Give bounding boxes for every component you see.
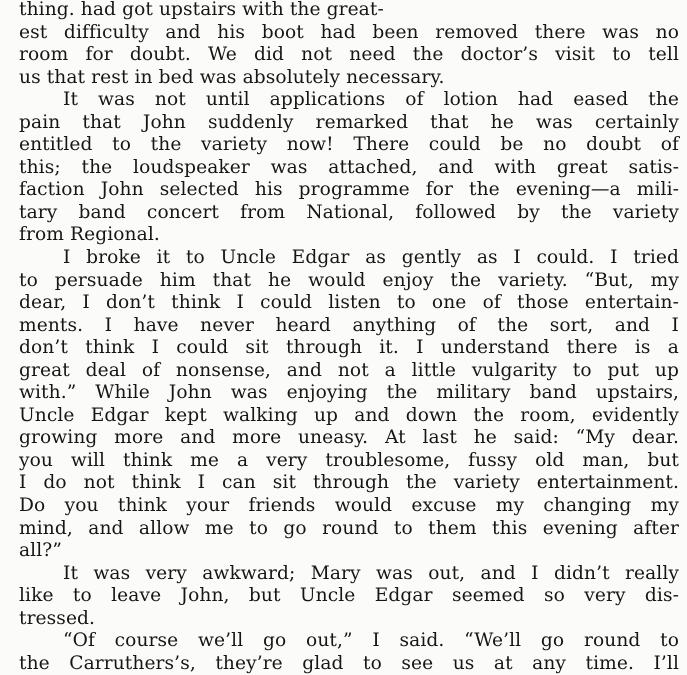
text-line: tressed. [19,607,96,629]
text-line: great deal of nonsense, and not a little vulgarity to put up [19,359,679,381]
text-line: from Regional. [19,224,160,246]
text-line: mind, and allow me to go round to them this evening after [19,517,679,539]
text-line: to persuade him that he would enjoy the variety. “But, my [19,269,679,291]
text-line: It was very awkward; Mary was out, and I didn’t really [63,562,679,584]
text-line: It was not until applications of lotion had eased the [63,89,679,111]
text-line: dear, I don’t think I could listen to one of those entertain- [19,292,679,314]
text-line: I broke it to Uncle Edgar as gently as I could. I tried [63,247,679,269]
text-line: all?” [19,540,62,562]
text-line: ments. I have never heard anything of the sort, and I [19,314,679,336]
text-line: Do you think your friends would excuse my changing my [19,495,679,517]
text-line: you will think me a very troublesome, fussy old man, but [19,449,679,471]
text-line: faction John selected his programme for the evening—a mili- [19,179,679,201]
text-column [19,0,679,675]
text-line: thing. had got upstairs with the great- [19,0,384,20]
text-line: with.” While John was enjoying the military band upstairs, [19,382,679,404]
text-line: room for doubt. We did not need the doctor’s visit to tell [19,44,679,66]
text-line: I do not think I can sit through the variety entertainment. [19,472,679,494]
text-line: growing more and more uneasy. At last he said: “My dear. [19,427,679,449]
text-line: est difficulty and his boot had been removed there was no [19,21,679,43]
text-line: like to leave John, but Uncle Edgar seemed so very dis- [19,585,679,607]
text-line: the Carruthers’s, they’re glad to see us at any time. I’ll [19,652,679,674]
text-line: entitled to the variety now! There could be no doubt of [19,134,679,156]
text-line: don’t think I could sit through it. I understand there is a [19,337,679,359]
text-line: this; the loudspeaker was attached, and with great satis- [19,156,679,178]
text-line: tary band concert from National, followed by the variety [19,201,679,223]
text-line: us that rest in bed was absolutely necessary. [19,66,445,88]
text-line: Uncle Edgar kept walking up and down the room, evidently [19,404,679,426]
text-line: pain that John suddenly remarked that he was certainly [19,111,679,133]
text-line: “Of course we’ll go out,” I said. “We’ll go round to [63,630,679,652]
